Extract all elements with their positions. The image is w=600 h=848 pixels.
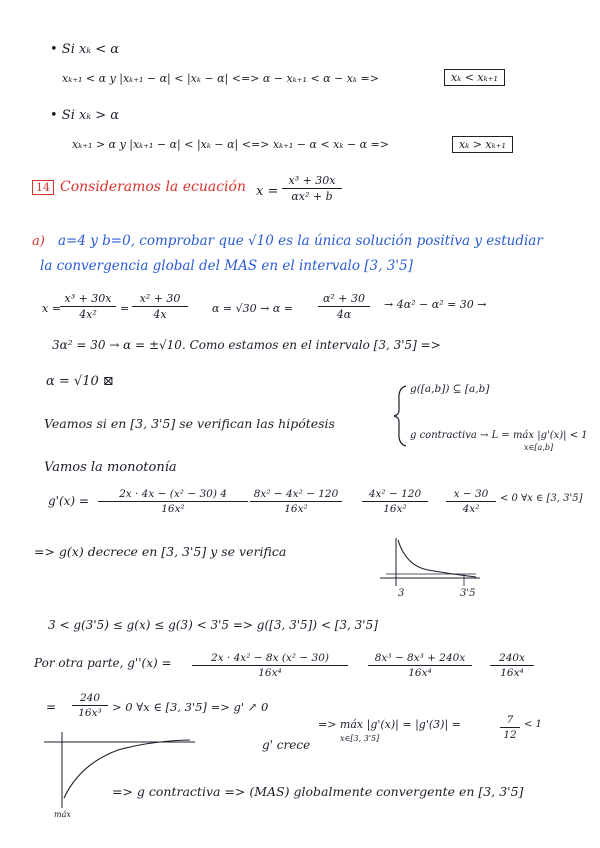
- fraction-numerator: 240: [72, 692, 108, 706]
- work-line11: => máx |g'(x)| = |g'(3)| =: [318, 718, 461, 731]
- graph-2-label: máx: [54, 810, 71, 819]
- work-line6-fraction-4: [446, 488, 496, 515]
- part-a-statement-line-1: a=4 y b=0, comprobar que √10 es la única solución positiva y estudiar: [58, 233, 543, 249]
- bullet-1-result-box: xₖ < xₖ₊₁: [444, 69, 505, 86]
- fraction-denominator: 12: [503, 729, 517, 741]
- equation-lhs: x =: [256, 184, 279, 199]
- hypothesis-1: g([a,b]) ⊆ [a,b]: [410, 383, 490, 395]
- fraction-numerator: x − 30: [446, 488, 496, 502]
- bullet-2-condition: • Si xₖ > α: [50, 108, 120, 123]
- work-line10-result: > 0 ∀x ∈ [3, 3'5] => g' ↗ 0: [112, 700, 269, 714]
- fraction-denominator: 16x³: [78, 707, 102, 719]
- equation-numerator: x³ + 30x: [282, 174, 342, 189]
- work-line11-result: < 1: [524, 719, 542, 730]
- fraction-denominator: 4x²: [79, 308, 97, 321]
- work-line1-alpha: α = √30 → α =: [212, 302, 293, 315]
- work-line1-equals: =: [120, 302, 130, 315]
- work-line1-fraction-1: [60, 292, 116, 321]
- fraction-numerator: 4x² − 120: [362, 488, 428, 502]
- work-line4: Veamos si en [3, 3'5] se verifican las hipótesis: [44, 416, 335, 431]
- fraction-denominator: 4x: [153, 308, 167, 321]
- fraction-numerator: x² + 30: [132, 292, 188, 307]
- graph-increasing-derivative: [40, 728, 200, 818]
- work-line3: α = √10 ⊠: [46, 374, 114, 389]
- fraction-numerator: 240x: [490, 652, 534, 666]
- work-line9-fraction-2: [368, 652, 472, 679]
- fraction-numerator: 8x² − 4x² − 120: [250, 488, 342, 502]
- work-line11-subscript: x∈[3, 3'5]: [340, 734, 380, 743]
- fraction-denominator: 4x²: [462, 503, 480, 515]
- fraction-denominator: 16x²: [284, 503, 308, 515]
- part-a-label: a): [32, 234, 45, 249]
- exercise-title: Consideramos la ecuación: [60, 179, 246, 195]
- fraction-numerator: 2x · 4x − (x² − 30) 4: [98, 488, 248, 502]
- fraction-numerator: 8x³ − 8x³ + 240x: [368, 652, 472, 666]
- equation-fraction: [282, 174, 342, 203]
- hypotheses-brace: [392, 384, 412, 448]
- work-line10-fraction: [72, 692, 108, 719]
- work-line6-fraction-2: [250, 488, 342, 515]
- bullet-1-condition: • Si xₖ < α: [50, 42, 120, 57]
- equation-denominator: αx² + b: [291, 190, 333, 203]
- work-line1-fraction-3: [318, 292, 370, 321]
- fraction-denominator: 4α: [336, 308, 352, 321]
- work-line9-fraction-3: [490, 652, 534, 679]
- work-line6-fraction-3: [362, 488, 428, 515]
- work-line12: g' crece: [262, 738, 311, 752]
- work-line6-fraction-1: [98, 488, 248, 515]
- fraction-denominator: 16x⁴: [500, 667, 524, 679]
- work-line2: 3α² = 30 → α = ±√10. Como estamos en el intervalo [3, 3'5] =>: [52, 338, 441, 352]
- graph-1-label-left: 3: [398, 588, 405, 599]
- fraction-denominator: 16x⁴: [408, 667, 432, 679]
- hypothesis-2-subscript: x∈[a,b]: [524, 443, 554, 452]
- fraction-numerator: 7: [500, 714, 520, 728]
- work-line10-equals: =: [46, 700, 57, 714]
- fraction-denominator: 16x⁴: [258, 667, 282, 679]
- work-line6-lhs: g'(x) =: [48, 494, 89, 508]
- fraction-numerator: α² + 30: [318, 292, 370, 307]
- fraction-denominator: 16x²: [383, 503, 407, 515]
- work-line9-lhs: Por otra parte, g''(x) =: [34, 656, 172, 670]
- work-line1-lhs: x =: [42, 302, 61, 315]
- bullet-2-derivation: xₖ₊₁ > α y |xₖ₊₁ − α| < |xₖ − α| <=> xₖ₊₁ − α < xₖ − α =>: [72, 138, 389, 151]
- work-line5: Vamos la monotonía: [44, 460, 177, 475]
- part-a-statement-line-2: la convergencia global del MAS en el intervalo [3, 3'5]: [40, 258, 413, 274]
- fraction-numerator: 2x · 4x² − 8x (x² − 30): [192, 652, 348, 666]
- fraction-denominator: 16x²: [161, 503, 185, 515]
- fraction-numerator: x³ + 30x: [60, 292, 116, 307]
- work-line6-result: < 0 ∀x ∈ [3, 3'5]: [500, 493, 583, 504]
- graph-1-label-right: 3'5: [460, 588, 476, 599]
- work-line7: => g(x) decrece en [3, 3'5] y se verifica: [34, 544, 287, 559]
- work-line11-fraction: [500, 714, 520, 741]
- exercise-number: 14: [32, 180, 54, 195]
- hypothesis-2: g contractiva → L = máx |g'(x)| < 1: [410, 430, 588, 441]
- bullet-1-derivation: xₖ₊₁ < α y |xₖ₊₁ − α| < |xₖ − α| <=> α − xₖ₊₁ < α − xₖ =>: [62, 72, 379, 85]
- work-line1-result: → 4α² − α² = 30 →: [384, 298, 487, 311]
- work-line9-fraction-1: [192, 652, 348, 679]
- work-line1-fraction-2: [132, 292, 188, 321]
- work-line8: 3 < g(3'5) ≤ g(x) ≤ g(3) < 3'5 => g([3, 3'5]) < [3, 3'5]: [48, 618, 378, 632]
- bullet-2-result-box: xₖ > xₖ₊₁: [452, 136, 513, 153]
- work-line13-conclusion: => g contractiva => (MAS) globalmente convergente en [3, 3'5]: [112, 784, 524, 799]
